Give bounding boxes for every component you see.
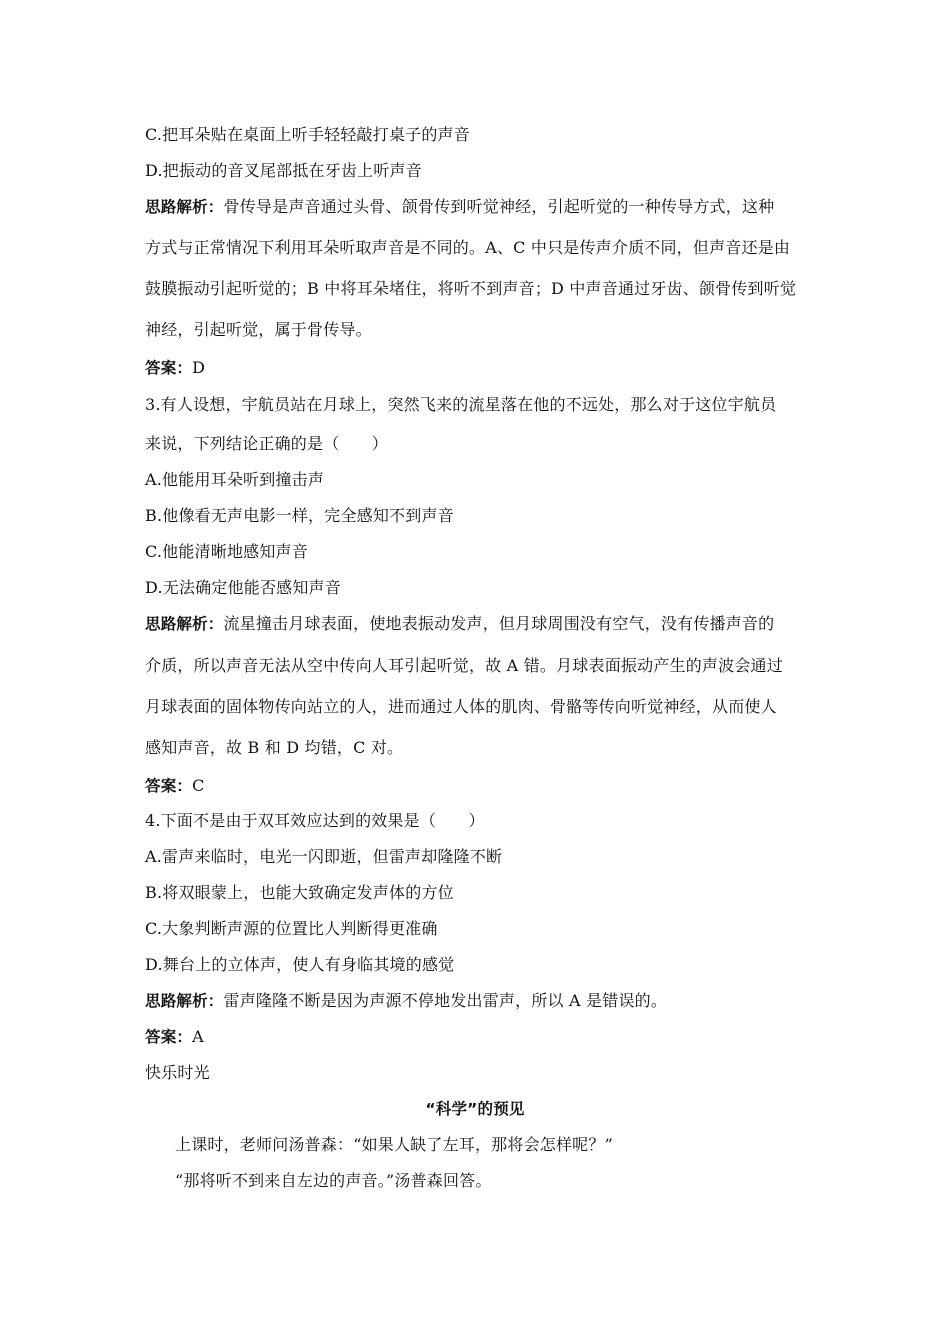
q4-stem: 4.下面不是由于双耳效应达到的效果是（ ） (145, 811, 485, 830)
analysis-label: 思路解析： (145, 992, 224, 1010)
q3-option-c: C.他能清晰地感知声音 (145, 542, 308, 561)
q4-option-a: A.雷声来临时，电光一闪即逝，但雷声却隆隆不断 (145, 847, 503, 866)
q3-answer (145, 775, 815, 797)
q4-option-c: C.大象判断声源的位置比人判断得更准确 (145, 919, 438, 938)
q3-option-a: A.他能用耳朵听到撞击声 (145, 470, 325, 489)
q3-analysis-line-2: 介质，所以声音无法从空中传向人耳引起听觉，故 A 错。月球表面振动产生的声波会通过 (145, 656, 783, 675)
answer-value: C (192, 776, 205, 795)
q2-option-d: D.把振动的音叉尾部抵在牙齿上听声音 (145, 161, 422, 180)
analysis-text: 骨传导是声音通过头骨、颌骨传到听觉神经，引起听觉的一种传导方式，这种 (223, 197, 775, 216)
q2-answer (145, 357, 815, 379)
q4-option-d: D.舞台上的立体声，使人有身临其境的感觉 (145, 955, 455, 974)
q3-option-d: D.无法确定他能否感知声音 (145, 578, 341, 597)
analysis-label: 思路解析： (145, 615, 224, 633)
q3-stem-line-2: 来说，下列结论正确的是（ ） (145, 434, 389, 453)
story-paragraph-2: “那将听不到来自左边的声音。”汤普森回答。 (175, 1171, 492, 1190)
q2-analysis-line-3: 鼓膜振动引起听觉的；B 中将耳朵堵住，将听不到声音；D 中声音通过牙齿、颌骨传到听觉 (145, 279, 797, 298)
answer-value: A (192, 1027, 204, 1046)
q3-analysis-line-4: 感知声音，故 B 和 D 均错，C 对。 (145, 738, 404, 757)
analysis-text: 雷声隆隆不断是因为声源不停地发出雷声，所以 A 是错误的。 (223, 991, 668, 1010)
q4-analysis (145, 990, 815, 1012)
answer-label: 答案： (145, 359, 193, 377)
q4-answer (145, 1026, 815, 1048)
answer-value: D (192, 358, 206, 377)
answer-label: 答案： (145, 1028, 193, 1046)
q2-analysis-line-1 (145, 196, 815, 218)
q3-stem-line-1: 3.有人设想，宇航员站在月球上，突然飞来的流星落在他的不远处，那么对于这位宇航员 (145, 395, 777, 414)
analysis-label: 思路解析： (145, 198, 224, 216)
analysis-text: 流星撞击月球表面，使地表振动发声，但月球周围没有空气，没有传播声音的 (223, 614, 775, 633)
answer-label: 答案： (145, 777, 193, 795)
story-title: “科学”的预见 (425, 1100, 525, 1118)
story-paragraph-1: 上课时，老师问汤普森：“如果人缺了左耳，那将会怎样呢？” (175, 1135, 613, 1154)
q2-option-c: C.把耳朵贴在桌面上听手轻轻敲打桌子的声音 (145, 125, 470, 144)
q2-analysis-line-2: 方式与正常情况下利用耳朵听取声音是不同的。A、C 中只是传声介质不同，但声音还是由 (145, 238, 791, 257)
q3-analysis-line-1 (145, 613, 815, 635)
q2-analysis-line-4: 神经，引起听觉，属于骨传导。 (145, 320, 372, 339)
q3-analysis-line-3: 月球表面的固体物传向站立的人，进而通过人体的肌肉、骨骼等传向听觉神经，从而使人 (145, 697, 777, 716)
q4-option-b: B.将双眼蒙上，也能大致确定发声体的方位 (145, 883, 454, 902)
q3-option-b: B.他像看无声电影一样，完全感知不到声音 (145, 506, 454, 525)
section-heading: 快乐时光 (145, 1063, 210, 1082)
